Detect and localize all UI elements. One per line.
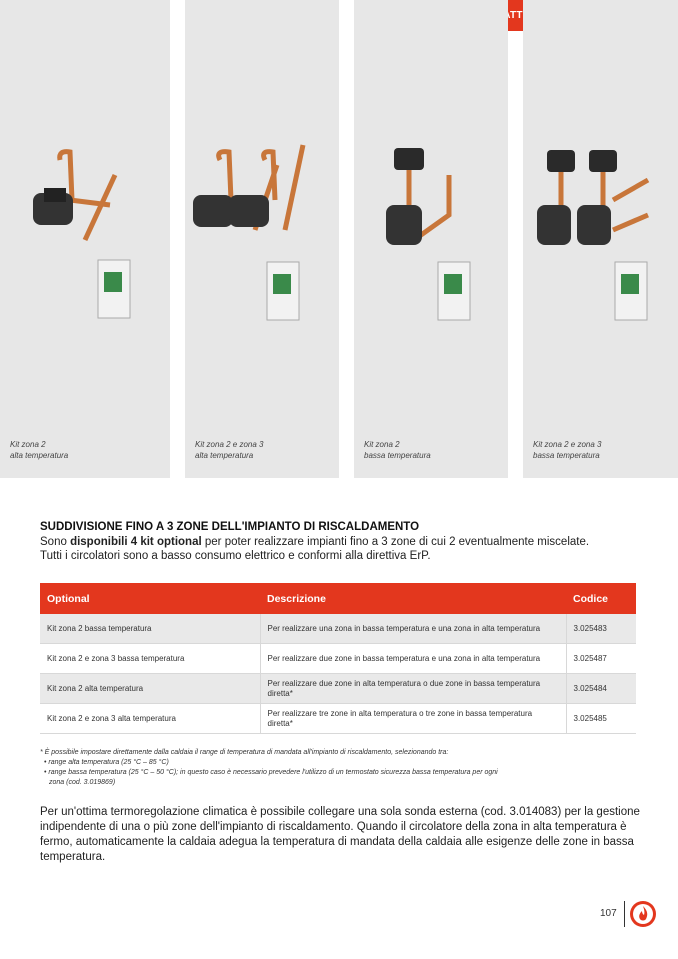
kit-image-3 [354, 0, 508, 340]
cell-codice: 3.025484 [566, 674, 636, 704]
kit-caption-3: Kit zona 2 bassa temperatura [364, 440, 431, 460]
kit-caption-2: Kit zona 2 e zona 3 alta temperatura [195, 440, 264, 460]
intro-line-1: Sono disponibili 4 kit optional per poter realizzare impianti fino a 3 zone di cui 2 eventualmente miscelate. [40, 535, 590, 548]
table-row [40, 704, 636, 734]
kit-image-2 [185, 0, 339, 340]
section-title: SUDDIVISIONE FINO A 3 ZONE DELL'IMPIANTO DI RISCALDAMENTO [40, 521, 420, 533]
kit-caption-4: Kit zona 2 e zona 3 bassa temperatura [533, 440, 602, 460]
footer-divider [624, 901, 625, 927]
page-number: 107 [600, 908, 617, 919]
cell-optional: Kit zona 2 e zona 3 bassa temperatura [40, 644, 260, 674]
cell-codice: 3.025483 [566, 614, 636, 644]
footnote-bullet-2: • range bassa temperatura (25 °C – 50 °C); in questo caso è necessario prevedere l'utilizzo di un termostato sicurezza bassa temperatura per ogni [44, 769, 498, 776]
cell-descrizione: Per realizzare tre zone in alta temperatura o tre zone in bassa temperatura diretta* [260, 704, 566, 734]
cell-codice: 3.025485 [566, 704, 636, 734]
intro-section [40, 520, 640, 564]
footnote-bullet-2-cont: zona (cod. 3.019869) [49, 779, 116, 786]
cell-codice: 3.025487 [566, 644, 636, 674]
kit-image-4 [523, 0, 678, 340]
kit-panel-2 [185, 0, 339, 478]
optional-kits-table [40, 583, 636, 734]
table-row [40, 644, 636, 674]
kit-image-1 [0, 0, 170, 340]
cell-descrizione: Per realizzare due zone in alta temperatura o due zone in bassa temperatura diretta* [260, 674, 566, 704]
footnotes [40, 748, 640, 788]
col-header-optional: Optional [40, 583, 260, 614]
cell-descrizione: Per realizzare una zona in bassa temperatura e una zona in alta temperatura [260, 614, 566, 644]
col-header-codice: Codice [566, 583, 636, 614]
kit-panel-4 [523, 0, 678, 478]
kit-caption-1: Kit zona 2 alta temperatura [10, 440, 69, 460]
footnote-main: * È possibile impostare direttamente dalla caldaia il range di temperatura di mandata all'impianto di riscaldamento, selezionando tra: [40, 749, 449, 756]
table-row [40, 614, 636, 644]
footnote-bullet-1: • range alta temperatura (25 °C – 85 °C) [44, 759, 169, 766]
flame-logo-icon [629, 900, 657, 928]
intro-line-2: Tutti i circolatori sono a basso consumo elettrico e conformi alla direttiva ErP. [40, 550, 431, 562]
kit-panel-3 [354, 0, 508, 478]
table-row [40, 674, 636, 704]
cell-optional: Kit zona 2 bassa temperatura [40, 614, 260, 644]
cell-descrizione: Per realizzare due zone in bassa temperatura e una zona in alta temperatura [260, 644, 566, 674]
kit-panel-1 [0, 0, 170, 478]
cell-optional: Kit zona 2 e zona 3 alta temperatura [40, 704, 260, 734]
col-header-descrizione: Descrizione [260, 583, 566, 614]
cell-optional: Kit zona 2 alta temperatura [40, 674, 260, 704]
body-paragraph: Per un'ottima termoregolazione climatica è possibile collegare una sola sonda esterna (cod. 3.014083) per la gestione indipendente di una o più zone dell'impianto di riscaldamento. Quando il circolatore della zona in alta temperatura è fermo, automaticamente la caldaia adegua la temperatura di mandata della caldaia alle esigenze delle zone in bassa temperatura. [40, 806, 640, 863]
table-header-row [40, 583, 636, 614]
